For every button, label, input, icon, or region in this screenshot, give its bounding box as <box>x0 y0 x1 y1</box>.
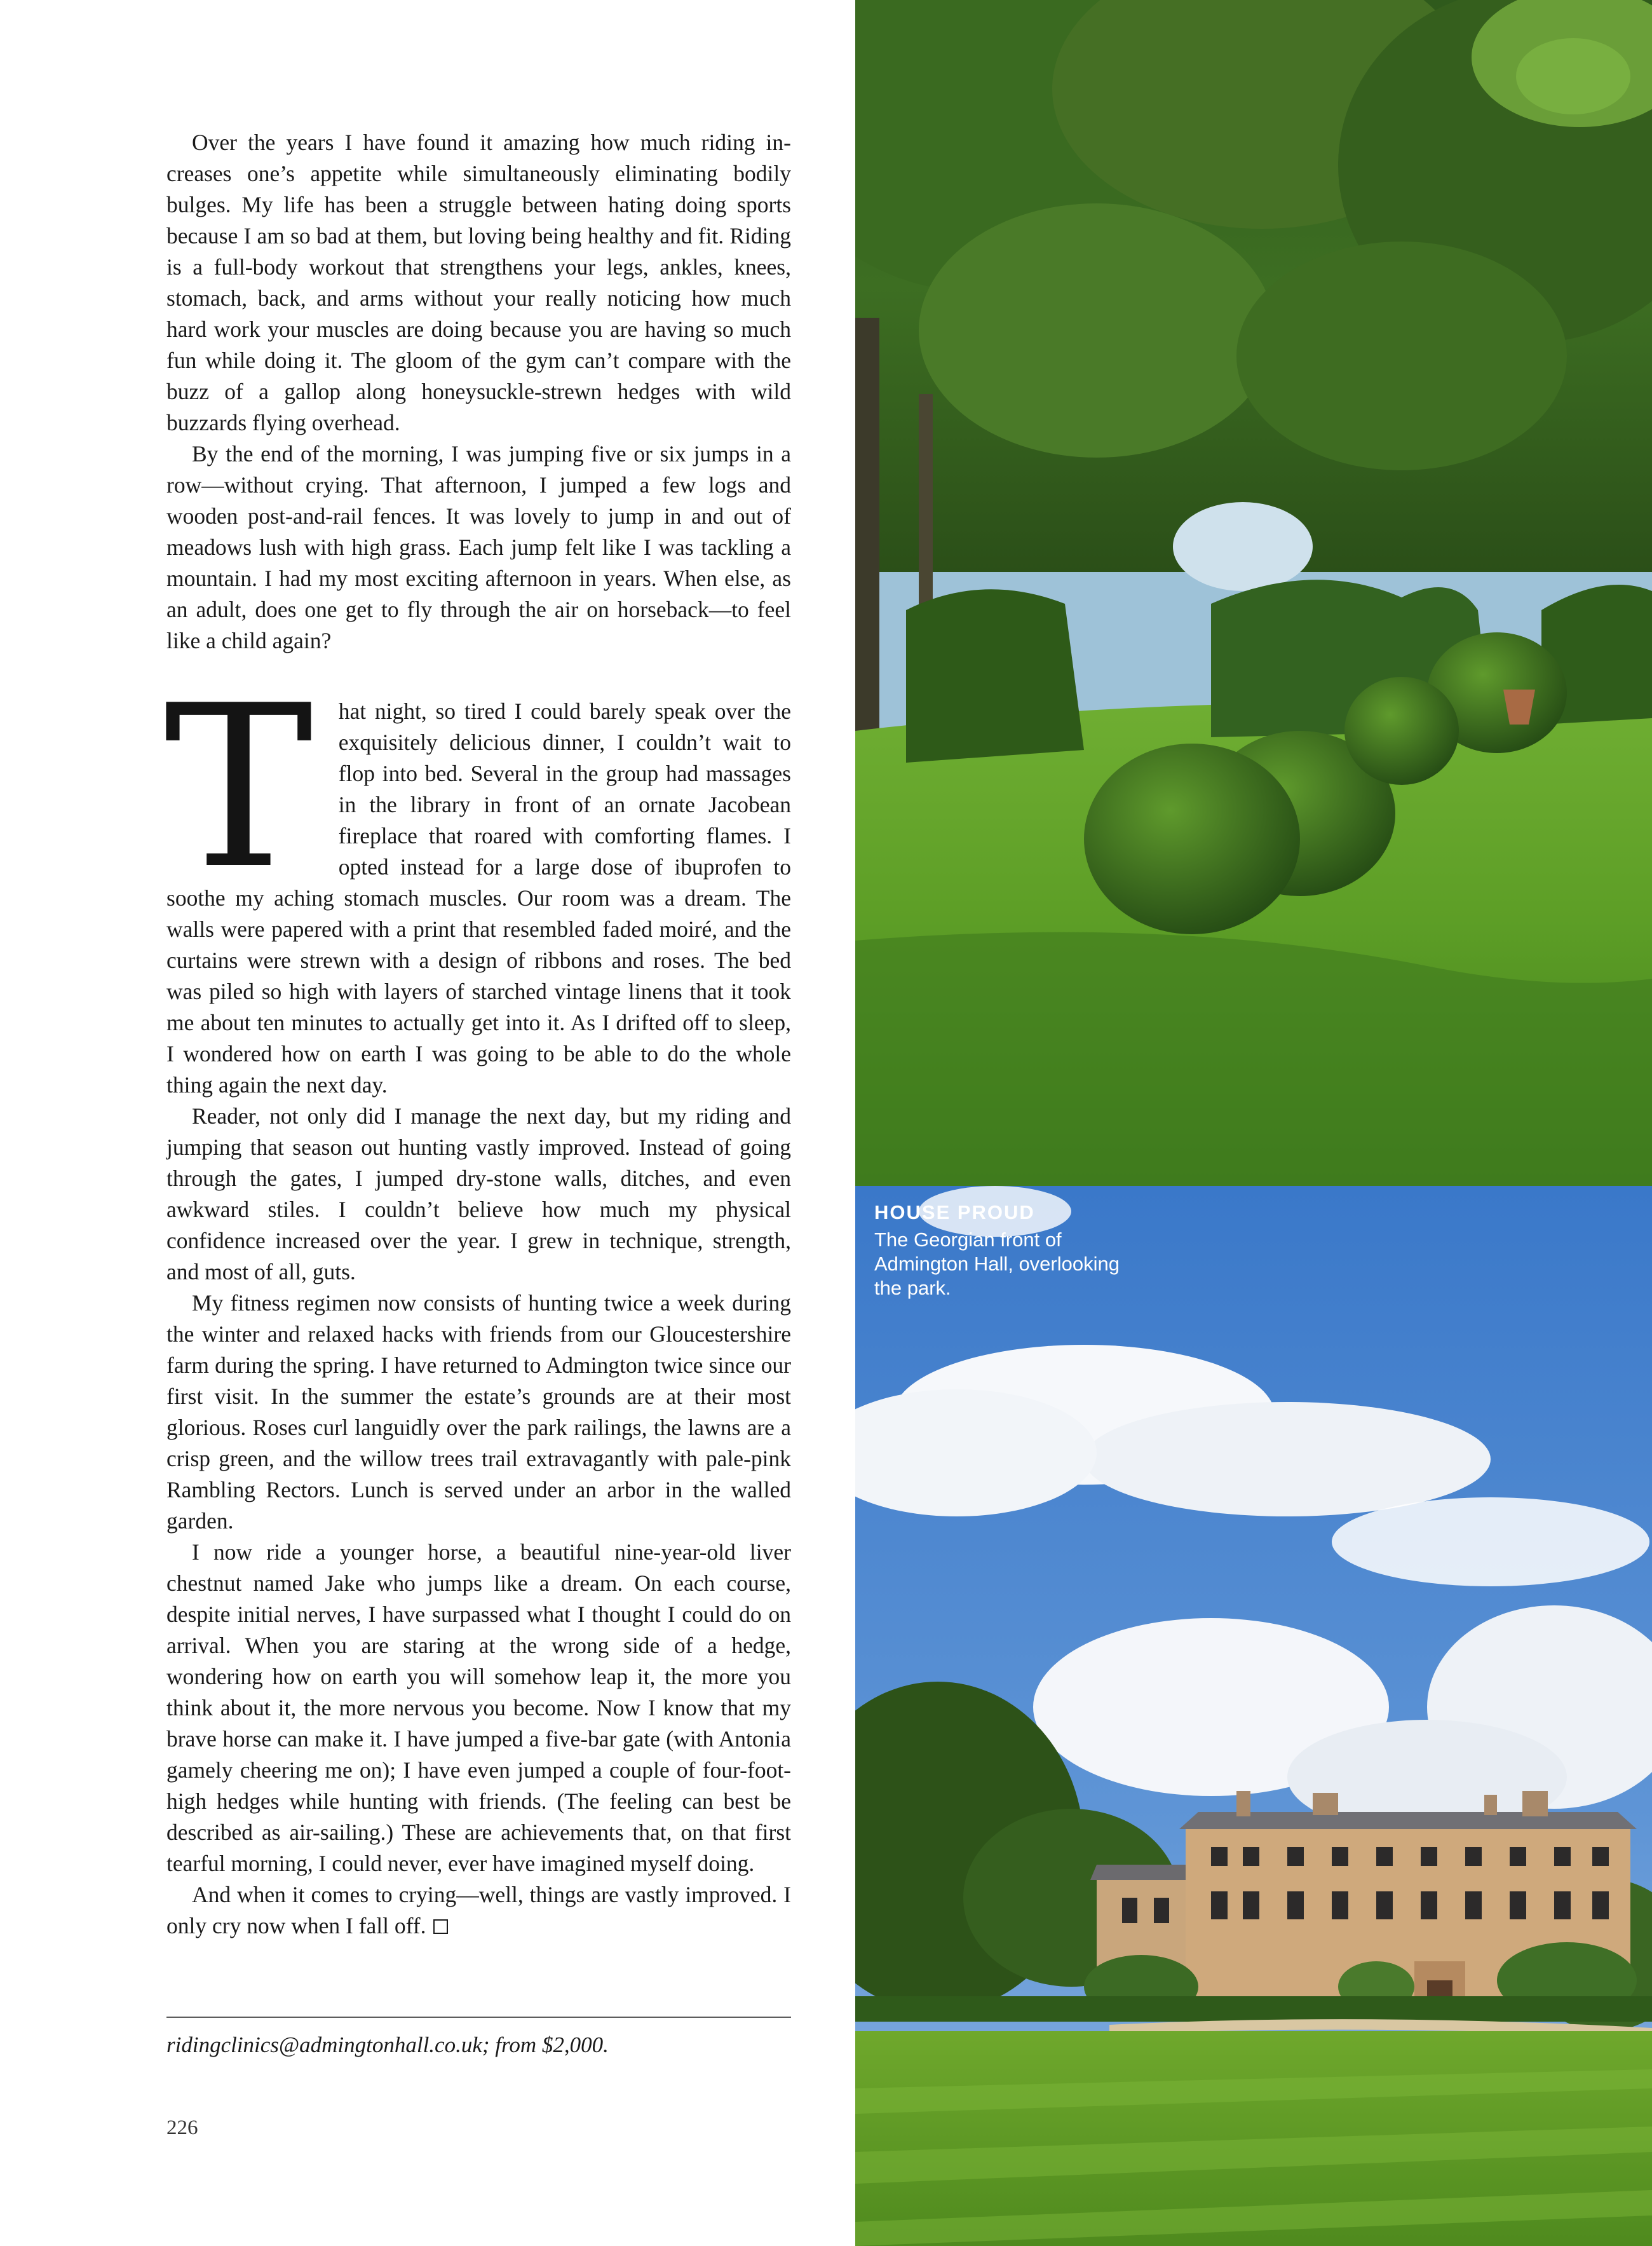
garden-topiary-photo <box>855 0 1652 1186</box>
article-paragraph: Reader, not only did I manage the next day, but my riding and jumping that season out hunting vastly improved. Instead of going through the gates, I jumped dry-stone walls, ditches, and even awkward stiles. I couldn’t believe how much my physical confidence increased over the year. I grew in technique, strength, and most of all, guts. <box>166 1103 791 1284</box>
end-mark-icon <box>433 1919 448 1934</box>
credit-line: ridingclinics@admingtonhall.co.uk; from $2,000. <box>166 2032 609 2057</box>
caption-title: HOUSE PROUD <box>874 1201 1035 1223</box>
article-paragraph: By the end of the morning, I was jumping five or six jumps in a row—without crying. That afternoon, I jumped a few logs and wooden post-and-rail fences. It was lovely to jump in and out of meadows lush with high grass. Each jump felt like I was tackling a mountain. I had my most exciting afternoon in years. When else, as an adult, does one get to fly through the air on horseback—to feel like a child again? <box>166 441 791 653</box>
photo-caption <box>874 1200 1141 1300</box>
article-paragraph: My fitness regimen now consists of hunting twice a week during the winter and relaxed hacks with friends from our Gloucestershire farm during the spring. I have returned to Admington twice since our first visit. In the summer the estate’s grounds are at their most glorious. Roses curl languidly over the park railings, the lawns are a crisp green, and the willow trees trail extravagantly with pale-pink Rambling Rectors. Lunch is served under an arbor in the walled garden. <box>166 1290 791 1534</box>
admington-hall-photo <box>855 1186 1652 2246</box>
caption-body: The Georgian front of Admington Hall, overlooking the park. <box>874 1228 1120 1299</box>
dropcap-paragraph <box>164 658 791 1101</box>
article-paragraph: Over the years I have found it amazing how much riding increases one’s appetite while simultaneously eliminating bodily bulges. My life has been a struggle between hating doing sports because I am so bad at them, but loving being healthy and fit. Riding is a full-body workout that strengthens your legs, ankles, knees, stomach, back, and arms without your really noticing how much hard work your muscles are doing because you are having so much fun while doing it. The gloom of the gym can’t compare with the buzz of a gallop along honeysuckle-strewn hedges with wild buzzards flying overhead. <box>166 130 791 435</box>
article-final-paragraph <box>166 1879 791 1942</box>
dropcap-paragraph-text: hat night, so tired I could barely speak over the exquisitely delicious dinner, I couldn’t wait to flop into bed. Several in the group had massages in the library in front of an ornate Jacobean fireplace that roared with comforting flames. I opted instead for a large dose of ibuprofen to soothe my aching stomach muscles. Our room was a dream. The walls were papered with a print that resembled faded moiré, and the curtains were strewn with a design of ribbons and roses. The bed was piled so high with layers of starched vintage linens that it took me about ten minutes to actually get into it. As I drifted off to sleep, I wondered how on earth I was going to be able to do the whole thing again the next day. <box>166 698 791 1098</box>
footer-divider <box>166 2017 791 2018</box>
article-body <box>166 127 791 1942</box>
article-paragraph: I now ride a younger horse, a beautiful nine-year-old liver chestnut named Jake who jumps like a dream. On each course, despite initial nerves, I have surpassed what I thought I could do on arrival. When you are staring at the wrong side of a hedge, wondering how on earth you will somehow leap it, the more you think about it, the more nervous you become. Now I know that my brave horse can make it. I have jumped a five-bar gate (with Antonia gamely cheering me on); I have even jumped a couple of four-foot-high hedges while hunting with friends. (The feeling can best be described as air-sailing.) These are achievements that, on that first tearful morning, I could never, ever have imagined myself doing. <box>166 1539 791 1876</box>
final-paragraph-text: And when it comes to crying—well, things are vastly improved. I only cry now when I fall off. <box>166 1882 791 1938</box>
drop-cap: T <box>164 658 309 918</box>
page-number: 226 <box>166 2116 198 2139</box>
